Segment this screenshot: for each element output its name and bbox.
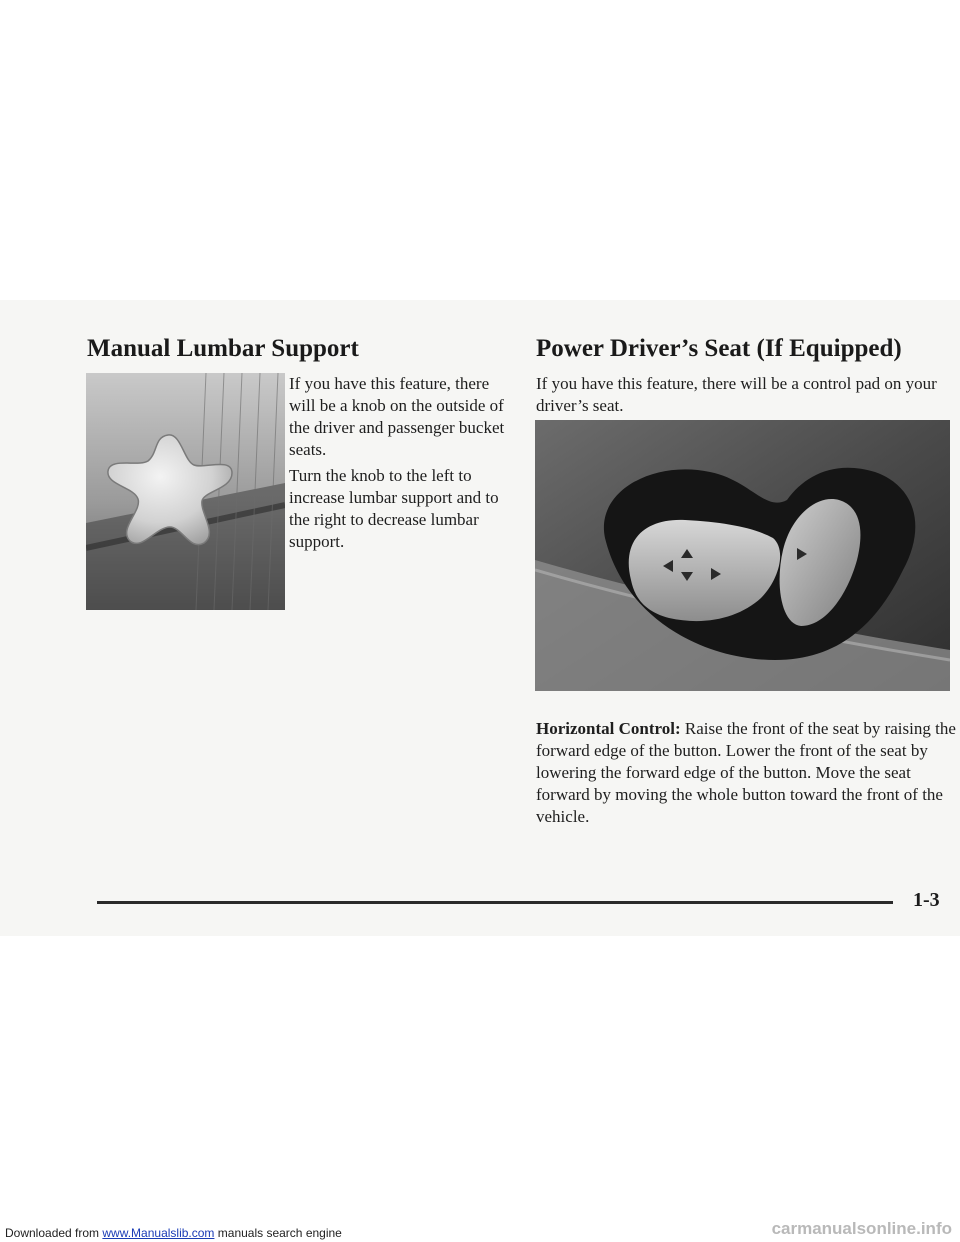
download-notice: [5, 1226, 342, 1240]
watermark: carmanualsonline.info: [771, 1219, 952, 1238]
footer-rule: [97, 901, 893, 904]
horizontal-control-paragraph: [536, 718, 956, 828]
download-prefix: Downloaded from: [5, 1226, 103, 1240]
power-seat-intro: If you have this feature, there will be a control pad on your driver’s seat.: [536, 374, 937, 415]
manual-lumbar-support-heading: Manual Lumbar Support: [87, 335, 359, 362]
horizontal-control-text: Raise the front of the seat by raising the forward edge of the button. Lower the front of the seat by lowering the forward edge of the button. Move the seat forward by moving the whole button toward the front of the vehicle.: [536, 719, 956, 826]
horizontal-control-label: Horizontal Control:: [536, 719, 681, 738]
lumbar-paragraph-1: If you have this feature, there will be a knob on the outside of the driver and passenger bucket seats.: [289, 374, 505, 459]
download-suffix: manuals search engine: [214, 1226, 342, 1240]
power-drivers-seat-heading: Power Driver’s Seat (If Equipped): [536, 335, 902, 362]
lumbar-paragraph-2: Turn the knob to the left to increase lumbar support and to the right to decrease lumbar support.: [289, 466, 499, 551]
page-number: 1-3: [913, 889, 940, 911]
lumbar-knob-photo: [86, 373, 285, 610]
power-seat-control-photo: [535, 420, 950, 691]
manualslib-link[interactable]: www.Manualslib.com: [102, 1226, 215, 1240]
